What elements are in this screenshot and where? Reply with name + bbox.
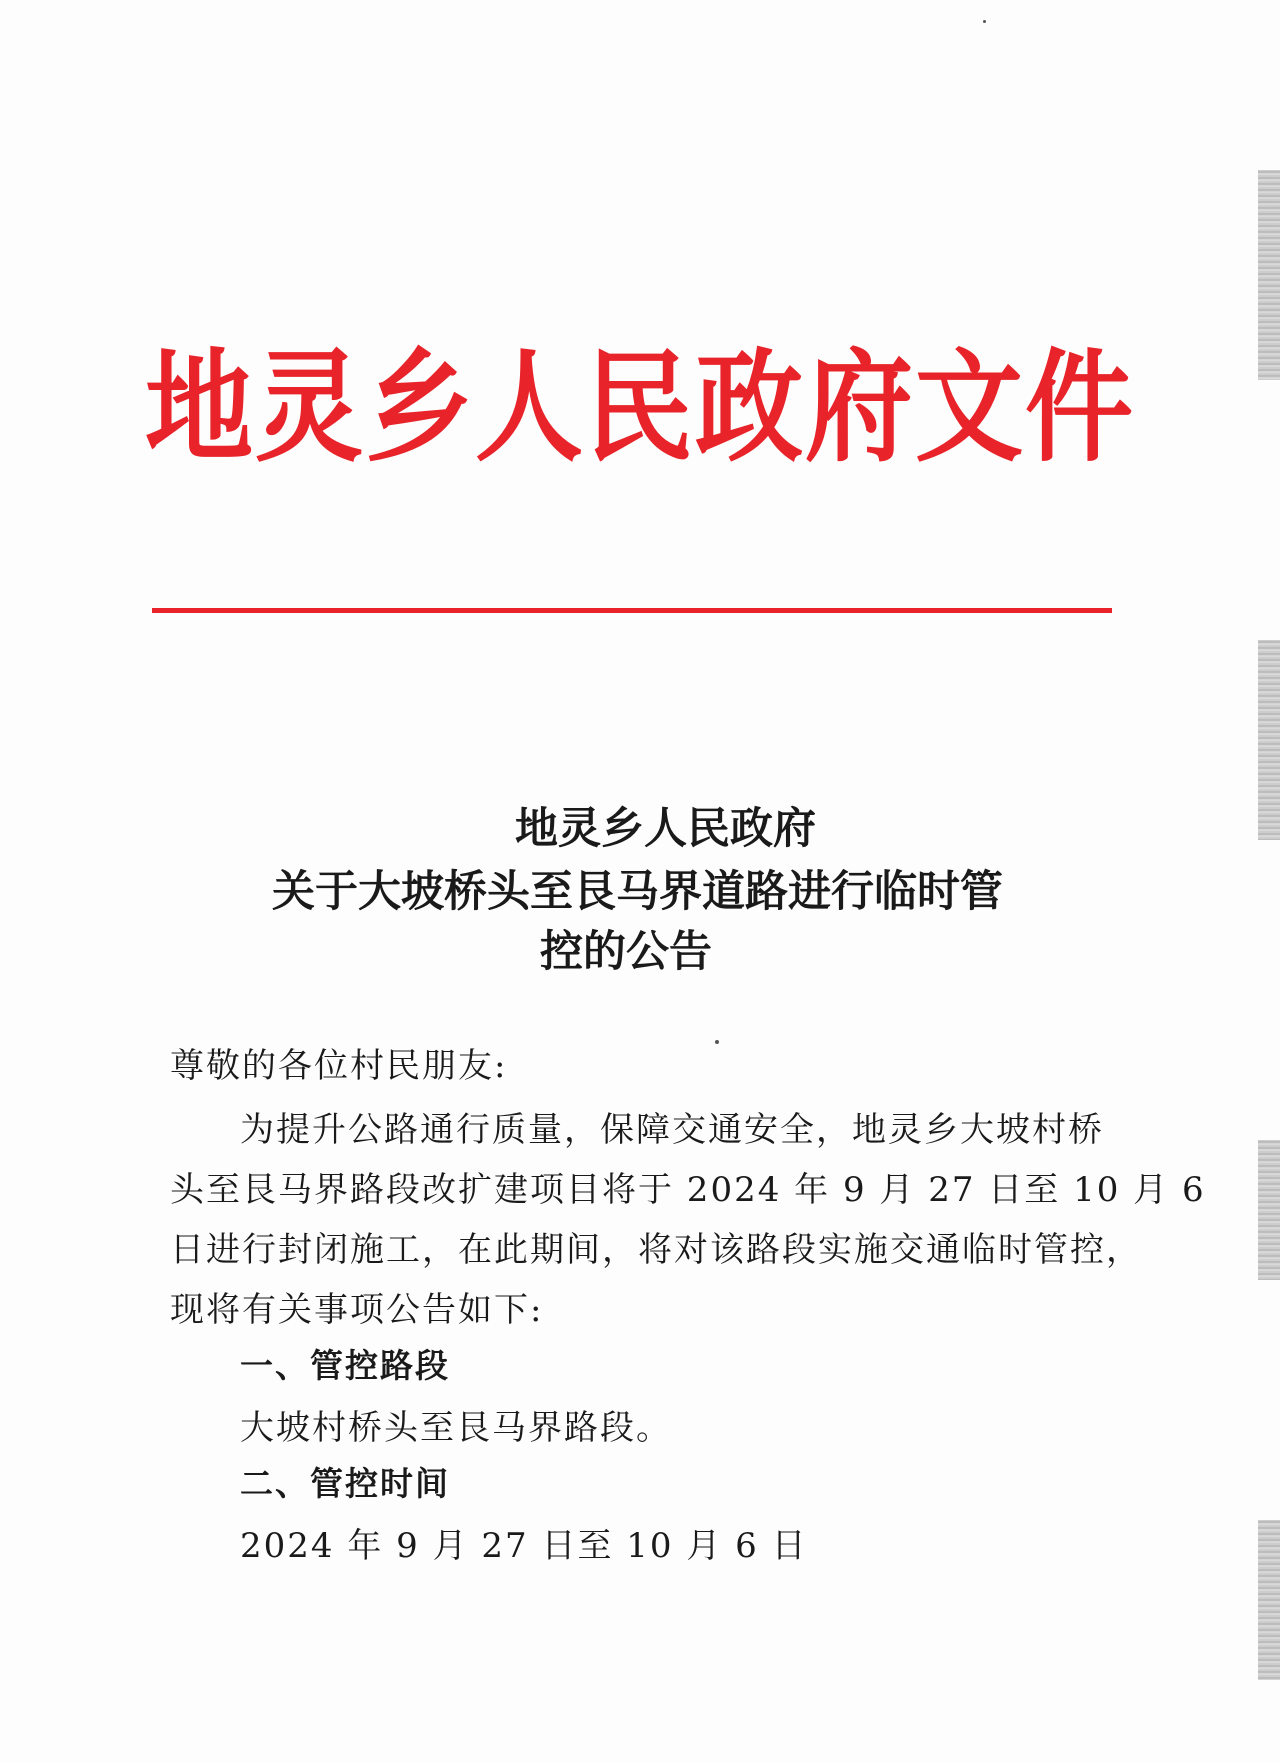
section-content-control-section: 大坡村桥头至艮马界路段。	[240, 1408, 672, 1448]
paragraph-line: 现将有关事项公告如下:	[170, 1290, 544, 1330]
paragraph-line: 为提升公路通行质量，保障交通安全，地灵乡大坡村桥	[240, 1110, 1104, 1150]
document-masthead: 地灵乡人民政府文件	[144, 337, 1135, 479]
section-heading-control-section: 一、管控路段	[240, 1346, 450, 1385]
document-title-line-3: 控的公告	[540, 927, 712, 977]
section-heading-control-time: 二、管控时间	[240, 1464, 450, 1503]
masthead-divider	[152, 608, 1112, 613]
paragraph-line: 日进行封闭施工，在此期间，将对该路段实施交通临时管控，	[170, 1230, 1142, 1270]
scan-shadow	[1258, 640, 1280, 840]
salutation: 尊敬的各位村民朋友:	[170, 1046, 508, 1086]
scan-speck	[715, 1040, 719, 1044]
scan-speck	[983, 20, 986, 23]
document-title-line-1: 地灵乡人民政府	[515, 804, 816, 854]
scan-shadow	[1258, 1520, 1280, 1680]
scan-shadow	[1258, 1140, 1280, 1280]
document-title-line-2: 关于大坡桥头至艮马界道路进行临时管	[272, 867, 1003, 917]
paragraph-line: 头至艮马界路段改扩建项目将于 2024 年 9 月 27 日至 10 月 6	[170, 1170, 1206, 1210]
section-content-control-time: 2024 年 9 月 27 日至 10 月 6 日	[240, 1526, 808, 1566]
